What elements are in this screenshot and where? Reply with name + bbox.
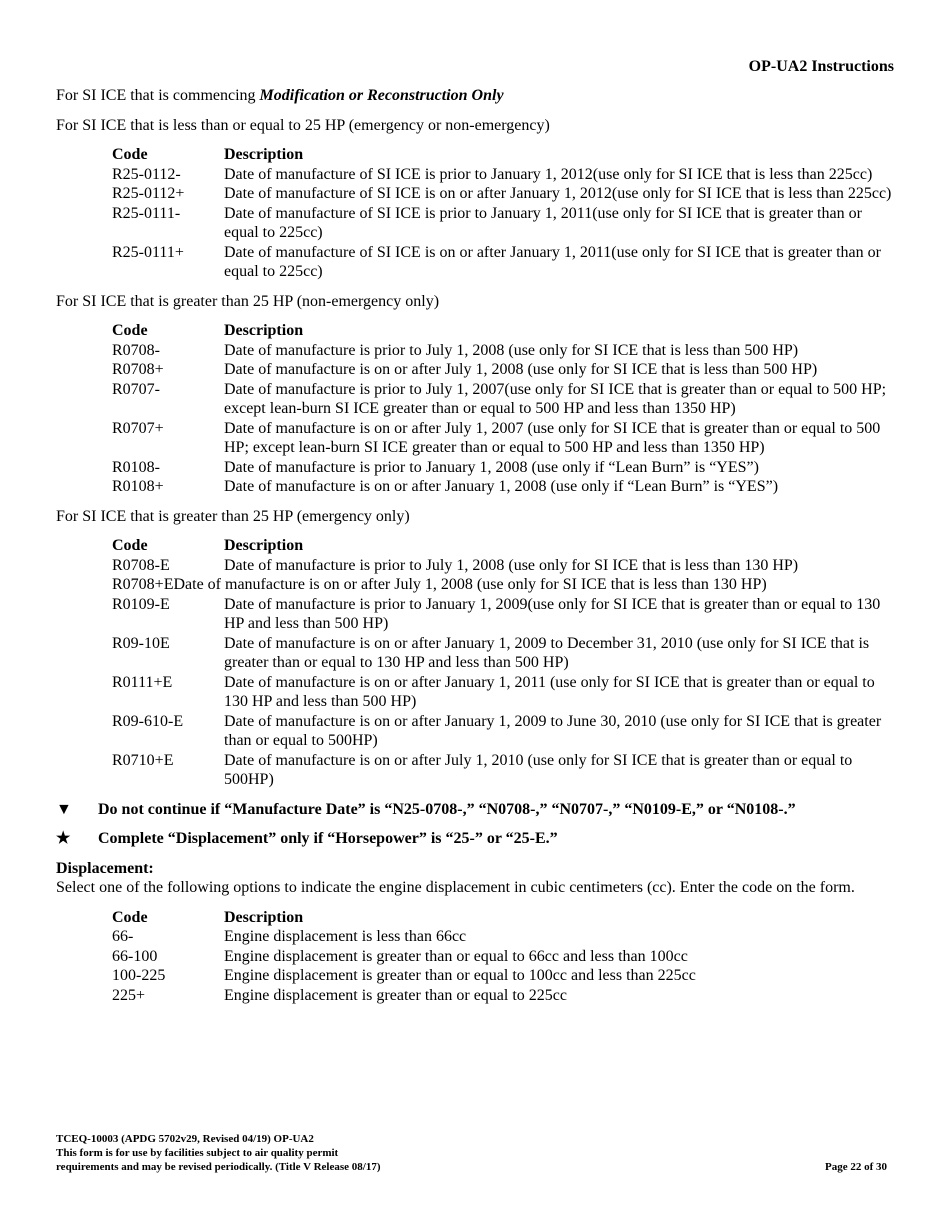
desc-cell: Date of manufacture is on or after July 1, 2010 (use only for SI ICE that is greater than or equal to 500HP) xyxy=(224,751,853,788)
desc-cell: Date of manufacture is on or after July 1, 2008 (use only for SI ICE that is less than 500 HP) xyxy=(224,361,818,378)
table-row xyxy=(112,204,896,243)
displacement-instructions: Select one of the following options to indicate the engine displacement in cubic centimeters (cc). Enter the code on the form. xyxy=(56,879,855,896)
desc-cell: Engine displacement is greater than or equal to 66cc and less than 100cc xyxy=(224,947,688,965)
section3-col-desc: Description xyxy=(224,537,304,554)
desc-cell: Date of manufacture is prior to July 1, 2008 (use only for SI ICE that is less than 500 HP) xyxy=(224,341,799,359)
code-cell: R0109-E xyxy=(112,595,170,613)
document-body xyxy=(56,86,896,1015)
page-header-title: OP-UA2 Instructions xyxy=(748,58,894,75)
desc-cell: Engine displacement is greater than or equal to 225cc xyxy=(224,986,567,1004)
footer-line-3: requirements and may be revised periodically. (Title V Release 08/17) xyxy=(56,1161,381,1173)
table-row xyxy=(112,575,896,595)
code-cell: 66-100 xyxy=(112,947,158,965)
table-row xyxy=(112,634,896,673)
table-row xyxy=(112,360,896,380)
desc-cell: Date of manufacture of SI ICE is prior to January 1, 2011(use only for SI ICE that is greater than or equal to 225cc) xyxy=(224,204,862,241)
table-row xyxy=(112,947,896,967)
code-cell: R0108- xyxy=(112,458,160,476)
desc-cell: Date of manufacture is prior to July 1, 2007(use only for SI ICE that is greater than or equal to 500 HP; except lean-burn SI ICE greater than or equal to 500 HP and less than 1350 HP) xyxy=(224,380,887,417)
intro-line xyxy=(56,86,896,106)
section2-title: For SI ICE that is greater than 25 HP (non-emergency only) xyxy=(56,292,440,310)
footer-line-2: This form is for use by facilities subject to air quality permit xyxy=(56,1147,339,1159)
table-row xyxy=(112,673,896,712)
table-row xyxy=(112,712,896,751)
star-notice xyxy=(56,829,896,849)
desc-cell: Engine displacement is less than 66cc xyxy=(224,928,467,945)
table-row xyxy=(112,751,896,790)
intro-prefix: For SI ICE that is commencing xyxy=(56,87,260,104)
footer-line-1: TCEQ-10003 (APDG 5702v29, Revised 04/19) OP-UA2 xyxy=(56,1133,314,1145)
intro-emphasis: Modification or Reconstruction Only xyxy=(259,87,504,104)
section2-col-code: Code xyxy=(112,322,148,339)
desc-cell: Date of manufacture of SI ICE is on or after January 1, 2012(use only for SI ICE that is less than 225cc) xyxy=(224,185,892,202)
displacement-heading: Displacement: xyxy=(56,859,154,877)
code-cell: R09-10E xyxy=(112,634,170,652)
section2-col-desc: Description xyxy=(224,322,304,339)
section1-title: For SI ICE that is less than or equal to 25 HP (emergency or non-emergency) xyxy=(56,116,550,134)
desc-cell: Date of manufacture of SI ICE is on or after January 1, 2011(use only for SI ICE that is greater than or equal to 225cc) xyxy=(224,243,881,280)
table-row xyxy=(112,556,896,576)
table-row xyxy=(112,477,896,497)
footer-form-info xyxy=(56,1132,380,1174)
section3-title: For SI ICE that is greater than 25 HP (emergency only) xyxy=(56,507,410,525)
code-cell: R0708+ xyxy=(112,361,164,378)
displacement-col-code: Code xyxy=(112,908,148,926)
section3-col-code: Code xyxy=(112,537,148,554)
desc-cell: Date of manufacture is prior to January 1, 2009(use only for SI ICE that is greater than or equal to 130 HP and less than 500 HP) xyxy=(224,595,881,632)
table-row xyxy=(112,184,896,204)
table-row xyxy=(112,165,896,185)
table-row xyxy=(112,986,896,1006)
stop-notice xyxy=(56,800,896,820)
table-row xyxy=(112,419,896,458)
displacement-col-desc: Description xyxy=(224,908,304,926)
code-cell: R25-0112+ xyxy=(112,185,185,202)
code-cell: 100-225 xyxy=(112,967,166,984)
stop-notice-text: Do not continue if “Manufacture Date” is “N25-0708-,” “N0708-,” “N0707-,” “N0109-E,” or “N0108-.” xyxy=(98,800,796,818)
code-cell: R0708- xyxy=(112,341,160,359)
inline-code-desc-cell: R0708+EDate of manufacture is on or after July 1, 2008 (use only for SI ICE that is less than 130 HP) xyxy=(112,576,767,593)
code-cell: 225+ xyxy=(112,986,146,1004)
section1-code-table xyxy=(112,145,896,282)
table-row xyxy=(112,380,896,419)
desc-cell: Date of manufacture is on or after January 1, 2008 (use only if “Lean Burn” is “YES”) xyxy=(224,478,779,495)
code-cell: 66- xyxy=(112,928,134,945)
code-cell: R0708-E xyxy=(112,556,170,574)
desc-cell: Date of manufacture is on or after January 1, 2011 (use only for SI ICE that is greater than or equal to 130 HP and less than 500 HP) xyxy=(224,673,875,710)
down-triangle-icon: ▼ xyxy=(56,800,72,818)
code-cell: R0111+E xyxy=(112,673,173,691)
table-row xyxy=(112,966,896,986)
code-cell: R09-610-E xyxy=(112,712,184,730)
desc-cell: Date of manufacture is prior to January 1, 2008 (use only if “Lean Burn” is “YES”) xyxy=(224,458,759,476)
section2-code-table xyxy=(112,321,896,497)
desc-cell: Date of manufacture of SI ICE is prior to January 1, 2012(use only for SI ICE that is less than 225cc) xyxy=(224,165,873,183)
table-row xyxy=(112,595,896,634)
code-cell: R0710+E xyxy=(112,751,174,769)
section1-col-desc: Description xyxy=(224,146,304,163)
section3-code-table xyxy=(112,536,896,790)
code-cell: R25-0112- xyxy=(112,165,181,183)
table-row xyxy=(112,243,896,282)
code-cell: R0108+ xyxy=(112,478,164,495)
code-cell: R0707+ xyxy=(112,419,164,437)
table-row xyxy=(112,458,896,478)
desc-cell: Date of manufacture is prior to July 1, 2008 (use only for SI ICE that is less than 130 HP) xyxy=(224,556,799,574)
desc-cell: Date of manufacture is on or after January 1, 2009 to June 30, 2010 (use only for SI ICE that is greater than or equal to 500HP) xyxy=(224,712,882,749)
code-cell: R25-0111- xyxy=(112,204,181,222)
displacement-code-table xyxy=(112,908,896,1006)
desc-cell: Engine displacement is greater than or equal to 100cc and less than 225cc xyxy=(224,967,696,984)
code-cell: R25-0111+ xyxy=(112,243,184,261)
code-cell: R0707- xyxy=(112,380,160,398)
section1-col-code: Code xyxy=(112,146,148,163)
desc-cell: Date of manufacture is on or after July 1, 2007 (use only for SI ICE that is greater than or equal to 500 HP; except lean-burn SI ICE greater than or equal to 500 HP and less than 1350 HP) xyxy=(224,419,881,456)
table-row xyxy=(112,927,896,947)
page-number: Page 22 of 30 xyxy=(824,1161,887,1173)
desc-cell: Date of manufacture is on or after January 1, 2009 to December 31, 2010 (use only for SI ICE that is greater than or equal to 130 HP and less than 500 HP) xyxy=(224,634,870,671)
star-notice-text: Complete “Displacement” only if “Horsepower” is “25-” or “25-E.” xyxy=(98,830,558,847)
table-row xyxy=(112,341,896,361)
star-icon: ★ xyxy=(56,830,71,847)
